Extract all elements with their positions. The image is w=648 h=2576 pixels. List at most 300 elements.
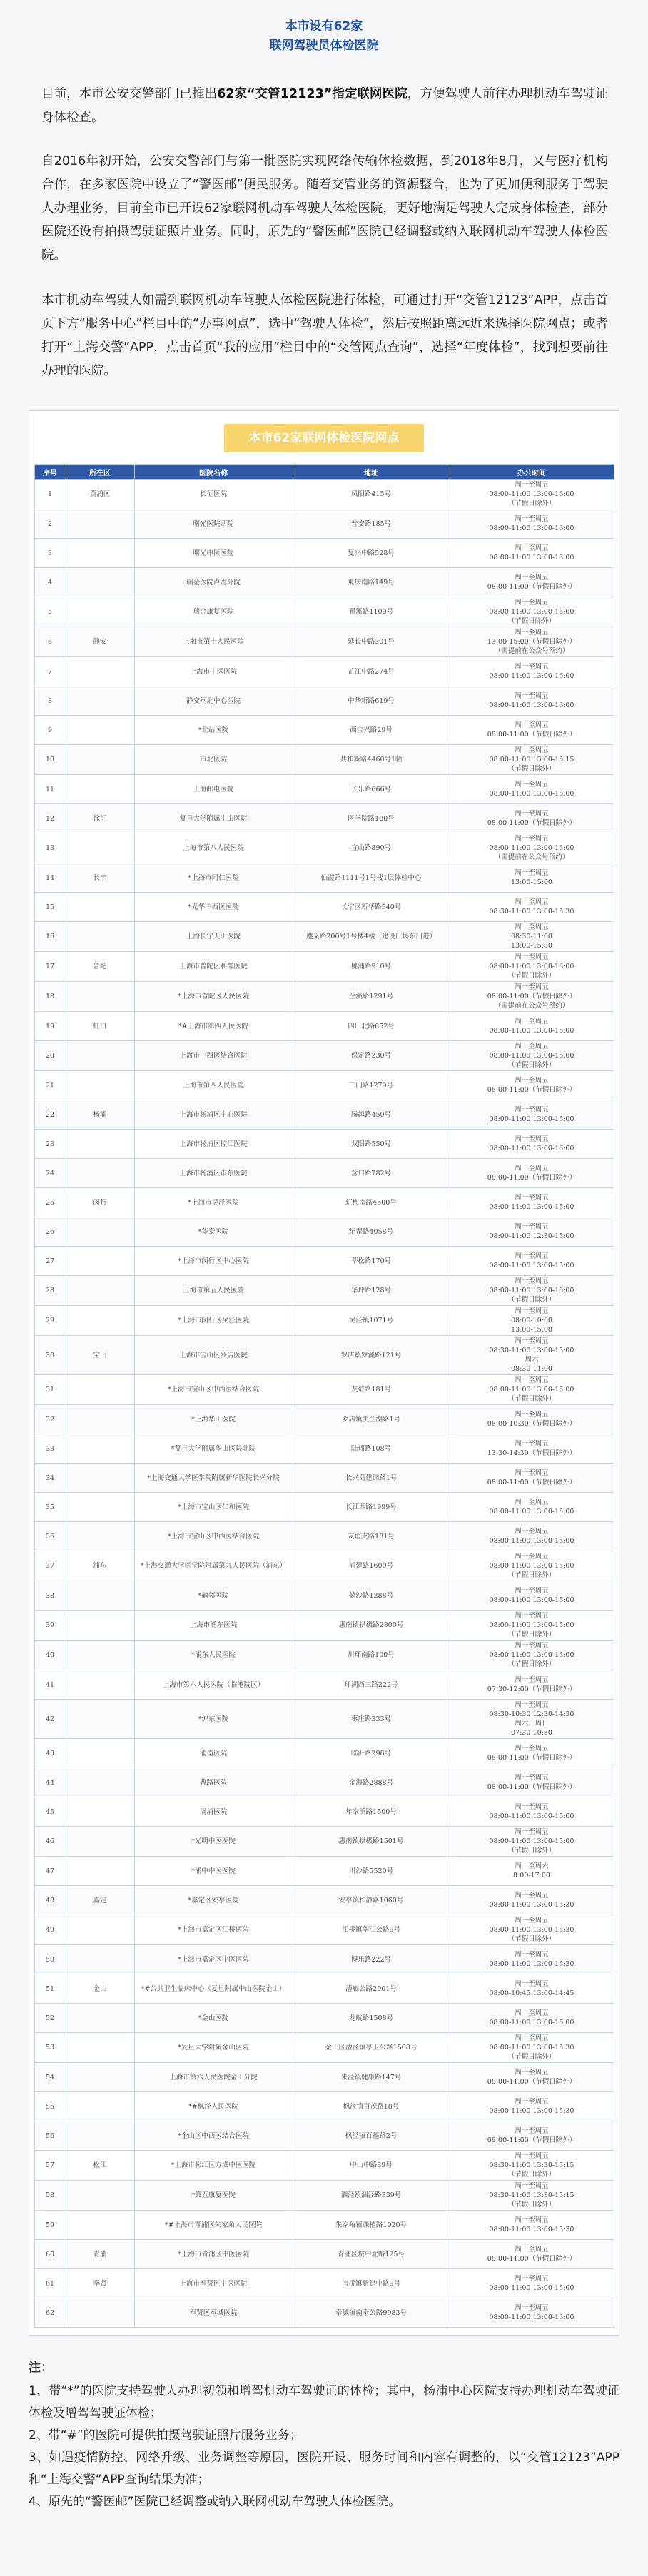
- table-row: [34, 922, 614, 952]
- table-row: [34, 2298, 614, 2328]
- table-row: [34, 1276, 614, 1306]
- row-address: 金山区漕泾镇亭卫公路1508号: [293, 2033, 450, 2063]
- row-hospital-name: 长征医院: [134, 480, 293, 509]
- row-hours: 周一至周五 08:00-11:00 13:00-15:30: [450, 1886, 614, 1915]
- row-address: 惠南镇拱极路1501号: [293, 1827, 450, 1857]
- row-address: 长兴岛建园路1号: [293, 1464, 450, 1493]
- row-address: 保定路230号: [293, 1041, 450, 1071]
- table-row: [34, 775, 614, 804]
- row-hospital-name: 静安闸北中心医院: [134, 686, 293, 716]
- row-seq: 53: [34, 2033, 66, 2063]
- row-hospital-name: 上海市第五人民医院: [134, 1276, 293, 1306]
- row-address: 川沙路5520号: [293, 1857, 450, 1886]
- row-hours: 周一至周五 08:00-11:00 13:00-15:00: [450, 2004, 614, 2033]
- row-district: 黄浦区: [66, 480, 134, 509]
- row-address: 虹梅南路4500号: [293, 1188, 450, 1217]
- row-seq: 60: [34, 2240, 66, 2269]
- row-seq: 47: [34, 1857, 66, 1886]
- row-district: [66, 1434, 134, 1464]
- row-district: [66, 1041, 134, 1071]
- row-address: 中华新路619号: [293, 686, 450, 716]
- table-header-row: [34, 465, 614, 480]
- row-district: [66, 833, 134, 863]
- row-district: [66, 1375, 134, 1405]
- row-district: [66, 1405, 134, 1434]
- row-hospital-name: *鹤邻医院: [134, 1581, 293, 1611]
- row-seq: 35: [34, 1493, 66, 1522]
- row-hospital-name: *#上海市青浦区朱家角人民医院: [134, 2211, 293, 2240]
- row-hours: 周一至周五 08:00-11:00 13:00-15:00 （节假日除外）: [450, 1641, 614, 1670]
- table-row: [34, 833, 614, 863]
- table-row: [34, 657, 614, 686]
- row-district: [66, 1464, 134, 1493]
- row-hospital-name: 上海市第八人民医院: [134, 833, 293, 863]
- row-seq: 31: [34, 1375, 66, 1405]
- row-hospital-name: *嘉定区安亭医院: [134, 1886, 293, 1915]
- row-hospital-name: *复旦大学附属华山医院北院: [134, 1434, 293, 1464]
- row-hours: 周一至周五 08:00-11:00 13:00-15:30 （节假日除外）: [450, 2033, 614, 2063]
- table-row: [34, 1700, 614, 1739]
- row-address: 纪翟路4058号: [293, 1217, 450, 1247]
- row-seq: 24: [34, 1159, 66, 1188]
- row-address: 陆翔路108号: [293, 1434, 450, 1464]
- table-row: [34, 627, 614, 657]
- row-district: [66, 2063, 134, 2092]
- row-seq: 46: [34, 1827, 66, 1857]
- table-row: [34, 1581, 614, 1611]
- row-hospital-name: 曙光中医医院: [134, 539, 293, 568]
- table-row: [34, 1434, 614, 1464]
- row-hours: 周一至周五 08:00-11:00 13:00-15:00: [450, 1581, 614, 1611]
- row-hospital-name: *上海华山医院: [134, 1405, 293, 1434]
- row-hospital-name: *华泰医院: [134, 1217, 293, 1247]
- table-title-banner: 本市62家联网体检医院网点: [224, 424, 424, 452]
- row-district: [66, 1130, 134, 1159]
- row-address: 延长中路301号: [293, 627, 450, 657]
- table-row: [34, 863, 614, 893]
- row-hospital-name: *沪东医院: [134, 1700, 293, 1739]
- row-address: 青浦区城中北路125号: [293, 2240, 450, 2269]
- row-hospital-name: *浦中中医医院: [134, 1857, 293, 1886]
- row-hospital-name: *北站医院: [134, 716, 293, 745]
- row-district: [66, 657, 134, 686]
- row-hours: 周一至周五 08:00-11:00 13:00-16:00 （节假日除外）: [450, 597, 614, 627]
- intro-paragraph-1: [41, 83, 608, 130]
- row-hours: 周一至周五 08:00-11:00 13:00-15:00 （节假日除外）: [450, 1375, 614, 1405]
- table-row: [34, 1945, 614, 1974]
- row-hours: 周一至周五 08:00-10:00 13:00-15:00: [450, 1306, 614, 1336]
- table-row: [34, 1247, 614, 1276]
- row-district: 徐汇: [66, 804, 134, 833]
- row-hours: 周一至周五 13:00-15:00（节假日除外） （需提前在公众号预约）: [450, 627, 614, 657]
- row-seq: 15: [34, 893, 66, 922]
- table-row: [34, 1100, 614, 1130]
- row-hours: 周一至周五 08:00-11:00（节假日除外）: [450, 2063, 614, 2092]
- row-seq: 21: [34, 1071, 66, 1100]
- row-district: [66, 982, 134, 1012]
- row-hospital-name: *#上海市第四人民医院: [134, 1012, 293, 1041]
- row-address: 枣庄路333号: [293, 1700, 450, 1739]
- row-address: 腾越路450号: [293, 1100, 450, 1130]
- row-seq: 45: [34, 1797, 66, 1827]
- row-hospital-name: 上海市奉贤区中医医院: [134, 2269, 293, 2298]
- row-hours: 周一至周五 08:00-11:00 13:00-15:00: [450, 2269, 614, 2298]
- row-hours: 周一至周五 08:30-11:00 13:00-15:00 周六 08:30-11:00: [450, 1336, 614, 1375]
- row-hours: 周一至周五 08:00-11:00 13:00-16:00 （节假日除外）: [450, 952, 614, 982]
- intro-p1-suffix: ，方便驾驶人前往办理机动车驾驶证身体检查。: [41, 87, 609, 125]
- row-district: [66, 1670, 134, 1700]
- table-row: [34, 1670, 614, 1700]
- row-address: 华坪路128号: [293, 1276, 450, 1306]
- row-hours: 周一至周五 08:00-11:00 13:00-16:00: [450, 1130, 614, 1159]
- row-seq: 1: [34, 480, 66, 509]
- row-district: [66, 2092, 134, 2121]
- row-hours: 周一至周五 08:30-11:00 13:00-15:30: [450, 893, 614, 922]
- table-row: [34, 1641, 614, 1670]
- table-row: [34, 952, 614, 982]
- table-row: [34, 1336, 614, 1375]
- row-address: 江桥镇华江公路9号: [293, 1915, 450, 1945]
- row-hours: 周一至周五 08:00-11:00（节假日除外）: [450, 568, 614, 597]
- row-hospital-name: *上海市普陀区人民医院: [134, 982, 293, 1012]
- row-hours: 周一至周五 08:00-11:00（节假日除外）: [450, 2240, 614, 2269]
- row-hours: 周一至周五 08:00-11:00 13:00-15:30 （节假日除外）: [450, 1915, 614, 1945]
- row-hours: 周一至周五 08:00-11:00 13:00-15:00 （节假日除外）: [450, 1827, 614, 1857]
- row-district: [66, 1827, 134, 1857]
- row-address: 漕廊公路2901号: [293, 1974, 450, 2004]
- intro-p1-prefix: 目前，本市公安交警部门已推出: [41, 87, 218, 101]
- table-row: [34, 597, 614, 627]
- table-row: [34, 1188, 614, 1217]
- row-district: [66, 1641, 134, 1670]
- row-seq: 52: [34, 2004, 66, 2033]
- row-seq: 29: [34, 1306, 66, 1336]
- row-seq: 44: [34, 1768, 66, 1797]
- row-seq: 48: [34, 1886, 66, 1915]
- row-district: [66, 1522, 134, 1551]
- row-district: [66, 893, 134, 922]
- row-district: [66, 2121, 134, 2151]
- table-row: [34, 1375, 614, 1405]
- table-row: [34, 568, 614, 597]
- intro-paragraph-3: 本市机动车驾驶人如需到联网机动车驾驶人体检医院进行体检，可通过打开“交管12123”APP，点击首页下方“服务中心”栏目中的“办事网点”，选中“驾驶人体检”，然后按照距离远近来选择医院网点；或者打开“上海交警”APP，点击首页“我的应用”栏目中的“交管网点查询”，选择“年度体检”，找到想要前往办理的医院。: [41, 293, 608, 378]
- row-hours: 周一至周五 08:00-11:00 13:00-15:00: [450, 1493, 614, 1522]
- table-row: [34, 1797, 614, 1827]
- row-district: [66, 686, 134, 716]
- row-seq: 3: [34, 539, 66, 568]
- row-hospital-name: 上海市杨浦区中心医院: [134, 1100, 293, 1130]
- row-address: 长江西路1999号: [293, 1493, 450, 1522]
- row-hospital-name: *上海市宝山区中西医结合医院: [134, 1522, 293, 1551]
- row-seq: 49: [34, 1915, 66, 1945]
- table-row: [34, 1405, 614, 1434]
- row-hospital-name: 浦南医院: [134, 1739, 293, 1768]
- row-address: 罗店镇美兰湖路1号: [293, 1405, 450, 1434]
- row-hours: 周一至周五 08:00-11:00（节假日除外）: [450, 1071, 614, 1100]
- row-address: 兰溪路1291号: [293, 982, 450, 1012]
- row-address: 长宁区新华路540号: [293, 893, 450, 922]
- row-district: [66, 745, 134, 775]
- table-row: [34, 1974, 614, 2004]
- row-district: 长宁: [66, 863, 134, 893]
- row-seq: 33: [34, 1434, 66, 1464]
- row-hospital-name: 上海市第十人民医院: [134, 627, 293, 657]
- row-hospital-name: *金山区中西医结合医院: [134, 2121, 293, 2151]
- header-hospital: 医院名称: [134, 465, 293, 480]
- row-seq: 32: [34, 1405, 66, 1434]
- row-seq: 13: [34, 833, 66, 863]
- row-address: 环湖西三路222号: [293, 1670, 450, 1700]
- row-hours: 周一至周五 08:00-11:00（节假日除外） （需提前在公众号预约）: [450, 982, 614, 1012]
- row-hospital-name: *上海市松江区方塔中医医院: [134, 2151, 293, 2181]
- row-hospital-name: *上海市青浦区中医医院: [134, 2240, 293, 2269]
- row-district: [66, 2004, 134, 2033]
- table-row: [34, 893, 614, 922]
- table-row: [34, 716, 614, 745]
- row-hours: 周一至周五 08:00-10:30（节假日除外）: [450, 1405, 614, 1434]
- header-seq: 序号: [34, 465, 66, 480]
- row-hospital-name: *上海市同仁医院: [134, 863, 293, 893]
- row-address: 医学院路180号: [293, 804, 450, 833]
- page-title-line1: 本市设有62家: [285, 19, 363, 34]
- row-hours: 周一至周五 08:00-11:00 13:00-15:00: [450, 775, 614, 804]
- row-address: 鹤沙路1288号: [293, 1581, 450, 1611]
- row-hours: 周一至周五 08:00-11:00（节假日除外）: [450, 1768, 614, 1797]
- row-hours: 周一至周五 08:00-10:45 13:00-14:45: [450, 1974, 614, 2004]
- row-seq: 41: [34, 1670, 66, 1700]
- row-district: [66, 2181, 134, 2211]
- row-district: 浦东: [66, 1551, 134, 1581]
- table-row: [34, 1493, 614, 1522]
- row-hours: 周一至周五 08:00-11:00（节假日除外）: [450, 1464, 614, 1493]
- row-seq: 26: [34, 1217, 66, 1247]
- row-seq: 5: [34, 597, 66, 627]
- title-block: [0, 0, 648, 56]
- row-district: 青浦: [66, 2240, 134, 2269]
- row-district: 金山: [66, 1974, 134, 2004]
- row-district: 松江: [66, 2151, 134, 2181]
- table-row: [34, 1611, 614, 1641]
- row-district: [66, 2298, 134, 2328]
- row-hours: 周一至周五 08:00-11:00 13:00-15:00: [450, 2298, 614, 2328]
- table-row: [34, 1130, 614, 1159]
- table-row: [34, 1827, 614, 1857]
- row-address: 東庆南路149号: [293, 568, 450, 597]
- row-hospital-name: 上海市第四人民医院: [134, 1071, 293, 1100]
- row-seq: 30: [34, 1336, 66, 1375]
- row-seq: 11: [34, 775, 66, 804]
- row-seq: 20: [34, 1041, 66, 1071]
- row-hours: 周一至周五 08:00-11:00 13:00-16:00: [450, 686, 614, 716]
- row-hospital-name: 上海市杨浦区市东医院: [134, 1159, 293, 1188]
- row-hours: 周一至周五 08:00-11:00 13:00-15:00 （节假日除外）: [450, 1551, 614, 1581]
- row-hours: 周一至周五 08:00-11:00 13:00-15:30: [450, 1945, 614, 1974]
- table-row: [34, 2240, 614, 2269]
- table-row: [34, 2121, 614, 2151]
- row-seq: 62: [34, 2298, 66, 2328]
- hospital-table-card: [29, 410, 619, 2336]
- row-hospital-name: *上海交通大学医学院附属第九人民医院（浦东）: [134, 1551, 293, 1581]
- row-seq: 17: [34, 952, 66, 982]
- row-address: 中山中路39号: [293, 2151, 450, 2181]
- row-seq: 16: [34, 922, 66, 952]
- table-row: [34, 2004, 614, 2033]
- row-district: [66, 1739, 134, 1768]
- row-district: [66, 597, 134, 627]
- row-address: 遵义路200号1号楼4楼（建设厂场东门进）: [293, 922, 450, 952]
- row-seq: 34: [34, 1464, 66, 1493]
- row-hospital-name: 上海市浦东医院: [134, 1611, 293, 1641]
- row-district: [66, 2033, 134, 2063]
- row-hospital-name: *#枫泾人民医院: [134, 2092, 293, 2121]
- row-hospital-name: *上海市宝山区中西医结合医院: [134, 1375, 293, 1405]
- row-district: [66, 1247, 134, 1276]
- row-district: 嘉定: [66, 1886, 134, 1915]
- row-hours: 周一至周五 08:30-11:00 13:00-15:30: [450, 922, 614, 952]
- row-address: 瞿溪路1109号: [293, 597, 450, 627]
- row-seq: 38: [34, 1581, 66, 1611]
- row-address: 南桥镇新建中路9号: [293, 2269, 450, 2298]
- note-item-2: 2、带“#”的医院可提供拍摄驾驶证照片服务业务；: [29, 2428, 302, 2443]
- row-hospital-name: 瑞金医院卢湾分院: [134, 568, 293, 597]
- row-address: 朱泾镇健康路147号: [293, 2063, 450, 2092]
- table-row: [34, 2211, 614, 2240]
- table-row: [34, 1159, 614, 1188]
- table-row: [34, 2092, 614, 2121]
- row-hours: 周一至周五 08:00-11:00 13:00-16:00: [450, 539, 614, 568]
- row-seq: 40: [34, 1641, 66, 1670]
- row-seq: 19: [34, 1012, 66, 1041]
- note-item-3: 3、如遇疫情防控、网络升级、业务调整等原因，医院开设、服务时间和内容有调整的，以“交管12123”APP和“上海交警”APP查询结果为准；: [29, 2450, 619, 2487]
- table-row: [34, 1464, 614, 1493]
- row-hours: 周一至周五 08:00-11:00 13:00-15:30: [450, 2211, 614, 2240]
- row-address: 营口路782号: [293, 1159, 450, 1188]
- row-hours: 周一至周五 08:30-11:00 13:30-15:15 （节假日除外）: [450, 2151, 614, 2181]
- row-hours: 周一至周五 13:00-15:00: [450, 863, 614, 893]
- row-hospital-name: 上海邮电医院: [134, 775, 293, 804]
- row-hospital-name: 上海市第六人民医院（临港院区）: [134, 1670, 293, 1700]
- row-hours: 周一至周五 08:00-11:00（节假日除外）: [450, 2121, 614, 2151]
- row-district: 虹口: [66, 1012, 134, 1041]
- row-seq: 18: [34, 982, 66, 1012]
- row-hours: 周一至周五 08:00-11:00 13:00-16:00: [450, 509, 614, 539]
- row-hospital-name: *第五康复医院: [134, 2181, 293, 2211]
- table-row: [34, 1886, 614, 1915]
- row-seq: 14: [34, 863, 66, 893]
- row-seq: 9: [34, 716, 66, 745]
- row-address: 吴泾镇1071号: [293, 1306, 450, 1336]
- row-address: 浦建路1600号: [293, 1551, 450, 1581]
- row-address: 三门路1279号: [293, 1071, 450, 1100]
- row-address: 金海路2888号: [293, 1768, 450, 1797]
- row-district: [66, 922, 134, 952]
- row-address: 罗店镇罗溪路121号: [293, 1336, 450, 1375]
- row-district: [66, 509, 134, 539]
- row-hours: 周一至周五 08:00-11:00 12:30-15:00: [450, 1217, 614, 1247]
- header-address: 地址: [293, 465, 450, 480]
- row-hours: 周一至周五 08:30-10:30 12:30-14:30 周六、周日 07:30-10:30: [450, 1700, 614, 1739]
- row-hours: 周一至周五 08:00-11:00 13:00-15:30: [450, 2092, 614, 2121]
- row-hours: 周一至周五 08:00-11:00 13:00-16:00 （节假日除外）: [450, 480, 614, 509]
- row-district: [66, 1306, 134, 1336]
- row-hospital-name: 周浦医院: [134, 1797, 293, 1827]
- row-hospital-name: *金山医院: [134, 2004, 293, 2033]
- row-hours: 周一至周五 08:30-11:00 13:30-15:15 （节假日除外）: [450, 2181, 614, 2211]
- row-address: 西宝兴路29号: [293, 716, 450, 745]
- row-hospital-name: 上海市中西医结合医院: [134, 1041, 293, 1071]
- row-address: 安亭镇和静路1060号: [293, 1886, 450, 1915]
- table-row: [34, 480, 614, 509]
- row-seq: 27: [34, 1247, 66, 1276]
- row-hours: 周一至周五 08:00-11:00 13:00-15:00: [450, 1188, 614, 1217]
- row-seq: 43: [34, 1739, 66, 1768]
- row-seq: 55: [34, 2092, 66, 2121]
- table-row: [34, 2269, 614, 2298]
- row-address: 凤阳路415号: [293, 480, 450, 509]
- row-hours: 周一至周五 08:00-11:00 13:00-16:00 （节假日除外）: [450, 1276, 614, 1306]
- intro-paragraph-2: 自2016年初开始，公安交警部门与第一批医院实现网络传输体检数据，到2018年8月，又与医疗机构合作，在多家医院中设立了“警医邮”便民服务。随着交管业务的资源整合，也为了更加便利服务于驾驶人办理业务，目前全市已开设62家联网机动车驾驶人体检医院，更好地满足驾驶人完成身体检查，部分医院还设有拍摄驾驶证照片业务。同时，原先的“警医邮”医院已经调整或纳入联网机动车驾驶人体检医院。: [41, 154, 608, 263]
- header-district: 所在区: [66, 465, 134, 480]
- row-hospital-name: *上海市闵行区吴泾医院: [134, 1306, 293, 1336]
- row-hospital-name: *上海市嘉定区中医医院: [134, 1945, 293, 1974]
- row-address: 惠南镇拱极路2800号: [293, 1611, 450, 1641]
- table-row: [34, 2181, 614, 2211]
- notes-heading: 注：: [29, 2361, 53, 2375]
- row-address: 四川北路652号: [293, 1012, 450, 1041]
- row-hours: 周一至周五 08:00-11:00 13:00-15:00: [450, 1012, 614, 1041]
- row-seq: 54: [34, 2063, 66, 2092]
- table-row: [34, 2033, 614, 2063]
- table-row: [34, 1739, 614, 1768]
- table-row: [34, 686, 614, 716]
- row-district: 杨浦: [66, 1100, 134, 1130]
- row-district: [66, 1217, 134, 1247]
- row-hospital-name: *复旦大学附属金山医院: [134, 2033, 293, 2063]
- row-seq: 61: [34, 2269, 66, 2298]
- row-seq: 6: [34, 627, 66, 657]
- row-hospital-name: *上海市宝山区仁和医院: [134, 1493, 293, 1522]
- row-address: 长乐路666号: [293, 775, 450, 804]
- notes-section: [29, 2357, 619, 2513]
- table-row: [34, 745, 614, 775]
- row-address: 枫泾镇百福路2号: [293, 2121, 450, 2151]
- row-hours: 周一至周五 08:00-11:00 13:00-15:15 （节假日除外）: [450, 745, 614, 775]
- row-hospital-name: 曹路医院: [134, 1768, 293, 1797]
- row-hospital-name: *光华中西医医院: [134, 893, 293, 922]
- row-address: 桃浦路910号: [293, 952, 450, 982]
- row-address: 朱家角镇课植路1020号: [293, 2211, 450, 2240]
- row-hours: 周一至周五 08:00-11:00 13:00-15:00 （节假日除外）: [450, 1611, 614, 1641]
- table-body: [34, 480, 614, 2328]
- row-address: 友谊路181号: [293, 1375, 450, 1405]
- row-address: 双阳路550号: [293, 1130, 450, 1159]
- table-row: [34, 804, 614, 833]
- row-district: 普陀: [66, 952, 134, 982]
- row-address: 复兴中路528号: [293, 539, 450, 568]
- row-district: [66, 1159, 134, 1188]
- row-seq: 56: [34, 2121, 66, 2151]
- row-hours: 周一至周五 08:00-11:00 13:00-15:00: [450, 1100, 614, 1130]
- row-address: 枫泾镇百茂路18号: [293, 2092, 450, 2121]
- row-district: 宝山: [66, 1336, 134, 1375]
- row-district: [66, 568, 134, 597]
- row-hours: 周一至周五 08:00-11:00（节假日除外）: [450, 1159, 614, 1188]
- row-hours: 周一至周五 08:00-11:00（节假日除外）: [450, 716, 614, 745]
- row-district: 闵行: [66, 1188, 134, 1217]
- row-hospital-name: 曙光医院西院: [134, 509, 293, 539]
- row-hospital-name: 复旦大学附属中山医院: [134, 804, 293, 833]
- row-district: 静安: [66, 627, 134, 657]
